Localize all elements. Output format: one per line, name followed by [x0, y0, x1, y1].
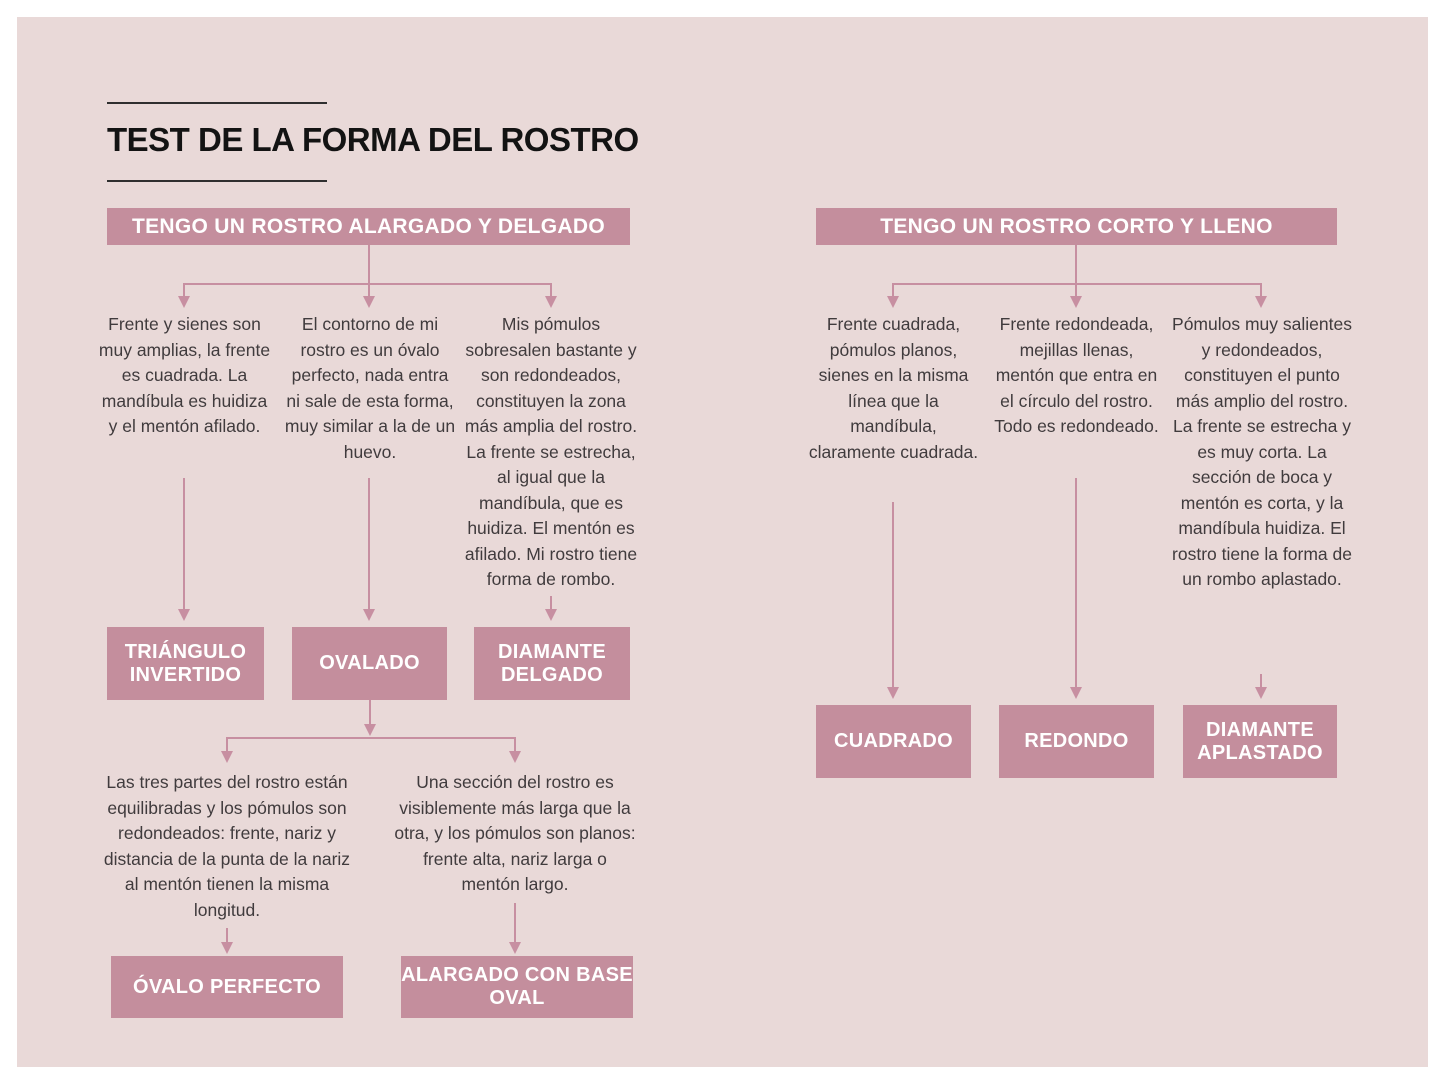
arrow-down-icon — [1255, 296, 1267, 308]
branch-description: Mis pómulos sobresalen bastante y son redondeados, constituyen la zona más amplia del rostro. La frente se estrecha, al igual que la mandíbula, que es huidiza. El mentón es afilado. Mi rostro tiene forma de rombo. — [464, 314, 638, 589]
arrow-down-icon — [887, 687, 899, 699]
connector-line — [368, 478, 370, 609]
branch-description: El contorno de mi rostro es un óvalo perfecto, nada entra ni sale de esta forma, muy similar a la de un huevo. — [284, 314, 456, 462]
connector-line — [514, 737, 516, 751]
left-tree-header: TENGO UN ROSTRO ALARGADO Y DELGADO — [107, 208, 630, 245]
result-box-alargado-base-oval: ALARGADO CON BASE OVAL — [401, 956, 633, 1018]
connector-line — [183, 478, 185, 609]
branch-description: Pómulos muy salientes y redondeados, constituyen el punto más amplio del rostro. La frente se estrecha y es muy corta. La sección de boca y mentón es corta, y la mandíbula huidiza. El rostro tiene la forma de un rombo aplastado. — [1172, 314, 1352, 589]
result-box-diamante-delgado: DIAMANTE DELGADO — [474, 627, 630, 700]
connector-line — [226, 928, 228, 942]
arrow-down-icon — [178, 609, 190, 621]
result-box-redondo: REDONDO — [999, 705, 1154, 778]
branch-description: Frente cuadrada, pómulos planos, sienes en la misma línea que la mandíbula, claramente cuadrada. — [808, 314, 979, 462]
result-box-cuadrado: CUADRADO — [816, 705, 971, 778]
arrow-down-icon — [363, 609, 375, 621]
sub-branch-description: Las tres partes del rostro están equilibradas y los pómulos son redondeados: frente, nariz y distancia de la punta de la nariz al mentón tienen la misma longitud. — [103, 772, 351, 920]
connector-line — [368, 245, 370, 298]
connector-line — [226, 737, 228, 751]
arrow-down-icon — [178, 296, 190, 308]
arrow-down-icon — [887, 296, 899, 308]
arrow-down-icon — [545, 296, 557, 308]
right-tree-header: TENGO UN ROSTRO CORTO Y LLENO — [816, 208, 1337, 245]
title-rule-bottom — [107, 180, 327, 182]
result-box-ovalo-perfecto: ÓVALO PERFECTO — [111, 956, 343, 1018]
arrow-down-icon — [545, 609, 557, 621]
connector-line — [369, 700, 371, 725]
branch-description: Frente redondeada, mejillas llenas, mentón que entra en el círculo del rostro. Todo es redondeado. — [994, 314, 1159, 436]
connector-line — [1075, 478, 1077, 687]
connector-line — [550, 596, 552, 609]
connector-line — [1260, 674, 1262, 687]
connector-line — [1075, 245, 1077, 298]
connector-line — [183, 283, 552, 285]
arrow-down-icon — [1070, 687, 1082, 699]
title-rule-top — [107, 102, 327, 104]
arrow-down-icon — [221, 942, 233, 954]
connector-line — [892, 283, 1262, 285]
connector-line — [226, 737, 516, 739]
connector-line — [892, 502, 894, 687]
arrow-down-icon — [509, 751, 521, 763]
arrow-down-icon — [1070, 296, 1082, 308]
page-title: TEST DE LA FORMA DEL ROSTRO — [107, 121, 639, 158]
arrow-down-icon — [1255, 687, 1267, 699]
sub-branch-description: Una sección del rostro es visiblemente más larga que la otra, y los pómulos son planos: frente alta, nariz larga o mentón largo. — [394, 772, 636, 894]
branch-description: Frente y sienes son muy amplias, la frente es cuadrada. La mandíbula es huidiza y el mentón afilado. — [98, 314, 271, 436]
result-box-ovalado: OVALADO — [292, 627, 447, 700]
arrow-down-icon — [221, 751, 233, 763]
result-box-diamante-aplastado: DIAMANTE APLASTADO — [1183, 705, 1337, 778]
result-box-triangulo-invertido: TRIÁNGULO INVERTIDO — [107, 627, 264, 700]
connector-line — [514, 903, 516, 942]
arrow-down-icon — [509, 942, 521, 954]
arrow-down-icon — [363, 296, 375, 308]
arrow-down-icon — [364, 724, 376, 736]
